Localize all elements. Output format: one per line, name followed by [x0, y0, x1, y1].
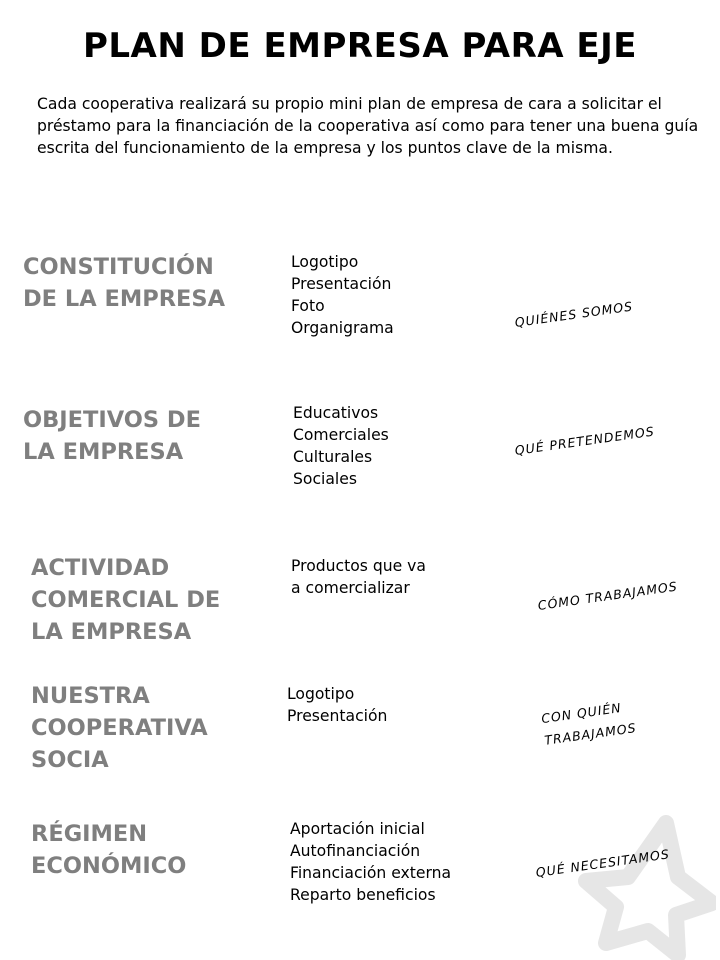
list-item: Productos que va — [291, 557, 426, 575]
section-tag: CÓMO TRABAJAMOS — [536, 578, 679, 613]
section-tag: QUÉ PRETENDEMOS — [513, 423, 656, 458]
list-item: Aportación inicial — [290, 820, 425, 838]
section-heading: RÉGIMEN ECONÓMICO — [31, 821, 187, 879]
section-tag: CON QUIÉN TRABAJAMOS — [540, 699, 638, 748]
section-items — [287, 683, 387, 727]
section-items — [291, 555, 426, 599]
list-item: Logotipo — [291, 253, 359, 271]
list-item: a comercializar — [291, 579, 410, 597]
list-item: Presentación — [291, 275, 392, 293]
section-tag: QUÉ NECESITAMOS — [534, 846, 671, 880]
list-item: Organigrama — [291, 319, 394, 337]
list-item: Reparto beneficios — [290, 886, 436, 904]
intro-paragraph: Cada cooperativa realizará su propio mini plan de empresa de cara a solicitar el préstamo para la financiación de la cooperativa así como para tener una buena guía escrita del funcionamiento de la empresa y los puntos clave de la misma. — [37, 95, 699, 157]
list-item: Autofinanciación — [290, 842, 421, 860]
list-item: Presentación — [287, 707, 388, 725]
section-items — [290, 818, 451, 906]
section-tag: QUIÉNES SOMOS — [513, 298, 634, 330]
section-heading: ACTIVIDAD COMERCIAL DE LA EMPRESA — [31, 555, 221, 645]
list-item: Foto — [291, 297, 325, 315]
list-item: Educativos — [293, 404, 379, 422]
section-heading: CONSTITUCIÓN DE LA EMPRESA — [23, 254, 226, 312]
page-title: PLAN DE EMPRESA PARA EJE — [82, 26, 638, 66]
list-item: Culturales — [293, 448, 373, 466]
star-outline-icon — [566, 815, 716, 960]
section-items — [291, 251, 394, 339]
list-item: Financiación externa — [290, 864, 452, 882]
section-items — [293, 402, 389, 490]
section-heading: NUESTRA COOPERATIVA SOCIA — [31, 683, 208, 773]
list-item: Sociales — [293, 470, 357, 488]
list-item: Logotipo — [287, 685, 355, 703]
list-item: Comerciales — [293, 426, 389, 444]
section-heading: OBJETIVOS DE LA EMPRESA — [23, 407, 201, 465]
